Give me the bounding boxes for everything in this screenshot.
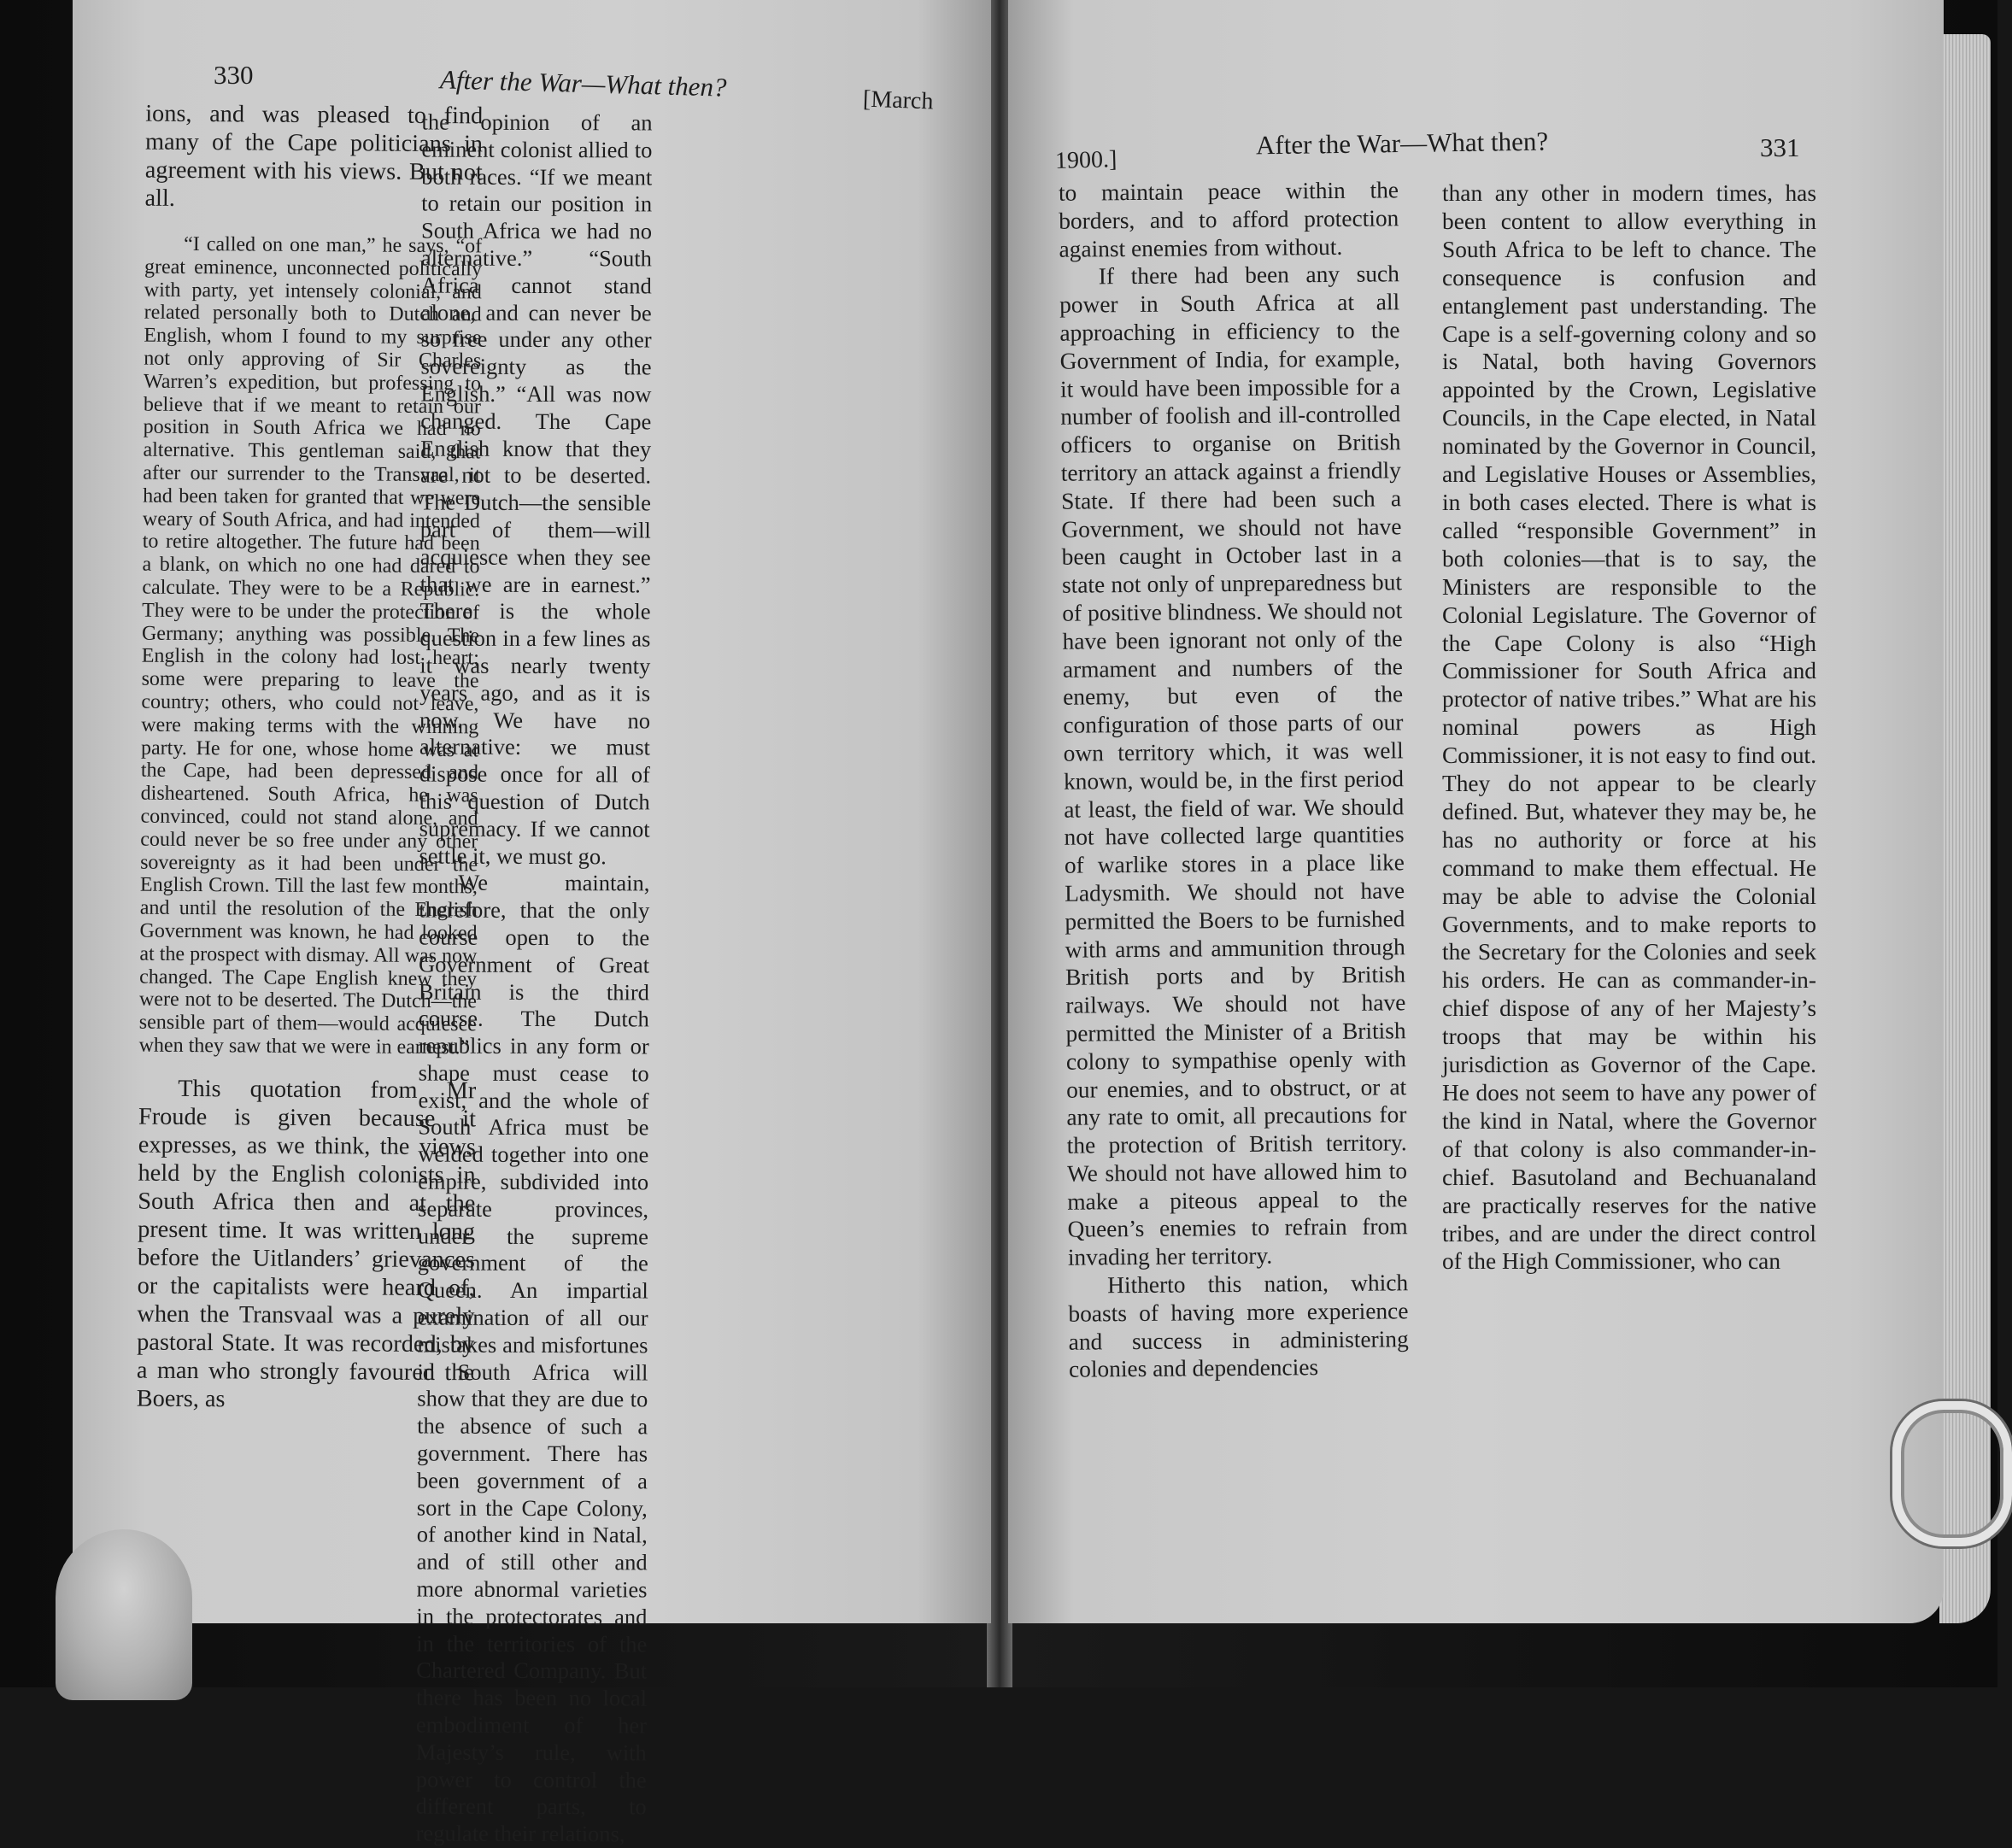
left-page-number: 330 [214, 60, 254, 90]
thumb [56, 1529, 192, 1700]
page-edges [1939, 34, 1991, 1623]
right-date-mark: 1900.] [1054, 146, 1117, 174]
left-col2-paragraph-1: the opinion of an eminent colonist allied to both races. “If we meant to retain our position in South Africa we had no alternative.” “South Africa cannot stand alone, and can never be so free under any other sovereignty as the English.” “All was now changed. The Cape English know that they are not to be deserted. The Dutch—the sensible part of them—will acquiesce when they see that we are in earnest.” There is the whole question in a few lines as it was nearly twenty years ago, and as it is now. We have no alternative: we must dispose once for all of this question of Dutch supremacy. If we cannot settle it, we must go. [419, 109, 653, 869]
left-running-title: After the War—What then? [439, 64, 727, 103]
left-col1-closing-paragraph: This quotation from Mr Froude is given because it expresses, as we think, the views held by the English colonists in South Africa then and at the present time. It was written long before the Uitlanders’ grievances or the capitalists were heard of, when the Transvaal was a purely pastoral State. It was recorded, by a man who strongly favoured the Boers, as [136, 1075, 477, 1413]
left-column-2-text [415, 109, 652, 1848]
right-col1-paragraph-3: Hitherto this nation, which boasts of having more experience and success in administering colonies and dependencies [1068, 1270, 1409, 1383]
right-column-1 [1059, 176, 1409, 1384]
right-page-number: 331 [1760, 132, 1800, 162]
right-col2-paragraph-1: than any other in modern times, has been content to allow everything in South Africa to be left to chance. The consequence is confusion and entanglement past understanding. The Cape is a self-governing colony and so is Natal, both having Governors appointed by the Crown, Legislative Councils, in the Cape elected, in Natal nominated by the Governor in Council, and Legislative Houses or Assemblies, in both cases elected. There is what is called “responsible Government” in both colonies—that is to say, the Ministers are responsible to the Colonial Legislature. The Governor of the Cape Colony is also “High Commissioner for South Africa and protector of native tribes.” What are his nominal powers as High Commissioner, it is not easy to find out. They do not appear to be clearly defined. But, whatever they may be, he has no authority or force at his command to make them effectual. He may be able to advise the Colonial Governments, and to make reports to the Secretary for the Colonies and seek his orders. He can as commander-in-chief dispose of any of her Majesty’s troops that may be within his jurisdiction as Governor of the Cape. He does not seem to have any power of the kind in Natal, where the Governor of that colony is also commander-in-chief. Basutoland and Bechuanaland are practically reserves for the native tribes, and are under the direct control of the High Commissioner, who can [1442, 180, 1816, 1275]
right-running-title: After the War—What then? [1255, 126, 1549, 161]
left-col2-paragraph-2: We maintain, therefore, that the only course open to the Government of Great Britain is the third course. The Dutch republics in any form or shape must cease to exist, and the whole of South Africa must be welded together into one empire, subdivided into separate provinces, under the supreme government of the Queen. An impartial examination of all our mistakes and misfortunes in South Africa will show that they are due to the absence of such a government. There has been government of a sort in the Cape Colony, of another kind in Natal, and of still other and more abnormal varieties in the protectorates and in the territories of the Chartered Company. But there has been no local embodiment of her Majesty’s rule, with power to control the different parts, to regulate their relations, [415, 870, 650, 1847]
right-col1-paragraph-1: to maintain peace within the borders, and to afford protection against enemies from without. [1058, 177, 1399, 262]
left-date-mark: [March [862, 85, 934, 115]
left-col1-opening-paragraph: ions, and was pleased to find many of the Cape politicians in agreement with his views. But not all. [144, 100, 484, 212]
binder-ring [1892, 1401, 2012, 1546]
right-page [1008, 0, 1944, 1623]
left-page [73, 0, 991, 1847]
left-col1-quotation: “I called on one man,” he says, “of great eminence, unconnected politically with party, yet intensely colonial, and related personally both to Dutch and English, whom I found to my surprise not only approving of Sir Charles Warren’s expedition, but professing to believe that if we meant to retain our position in South Africa we had no alternative. This gentleman said, that after our surrender to the Transvaal, it had been taken for granted that we were weary of South Africa, and had intended to retire altogether. The future had been a blank, on which no one had dared to calculate. They were to be a Republic. They were to be under the protection of Germany; anything was possible. The English in the colony had lost heart; some were preparing to leave the country; others, who could not leave, were making terms with the winning party. He for one, whose home was at the Cape, had been depressed and disheartened. South Africa, he was convinced, could not stand alone, and could never be so free under any other sovereignty as it had been under the English Crown. Till the last few months, and until the resolution of the English Government was known, he had looked at the prospect with dismay. All was now changed. The Cape English knew they were not to be deserted. The Dutch—the sensible part of them—would acquiesce when they saw that we were in earnest.” [138, 232, 483, 1059]
right-column-2 [1442, 179, 1816, 1276]
right-col1-paragraph-2: If there had been any such power in South Africa at all approaching in efficiency to the Government of India, for example, it would have been impossible for a number of foolish and ill-controlled officers to organise on British territory an attack against a friendly State. If there had been such a Government, we should not have been caught in October last in a state not only of unpreparedness but of positive blindness. We should not have been ignorant not only of the armament and numbers of the enemy, but even of the configuration of those parts of our own territory which, it was well known, would be, in the first period at least, the field of war. We should not have collected large quantities of warlike stores in a place like Ladysmith. We should not have permitted the Boers to be furnished with arms and ammunition through British ports and by British railways. We should not have permitted the Minister of a British colony to sympathise openly with our enemies, and to obstruct, or at any rate to omit, all precautions for the protection of British territory. We should not have allowed him to make a piteous appeal to the Queen’s enemies to refrain from invading her territory. [1059, 261, 1408, 1270]
